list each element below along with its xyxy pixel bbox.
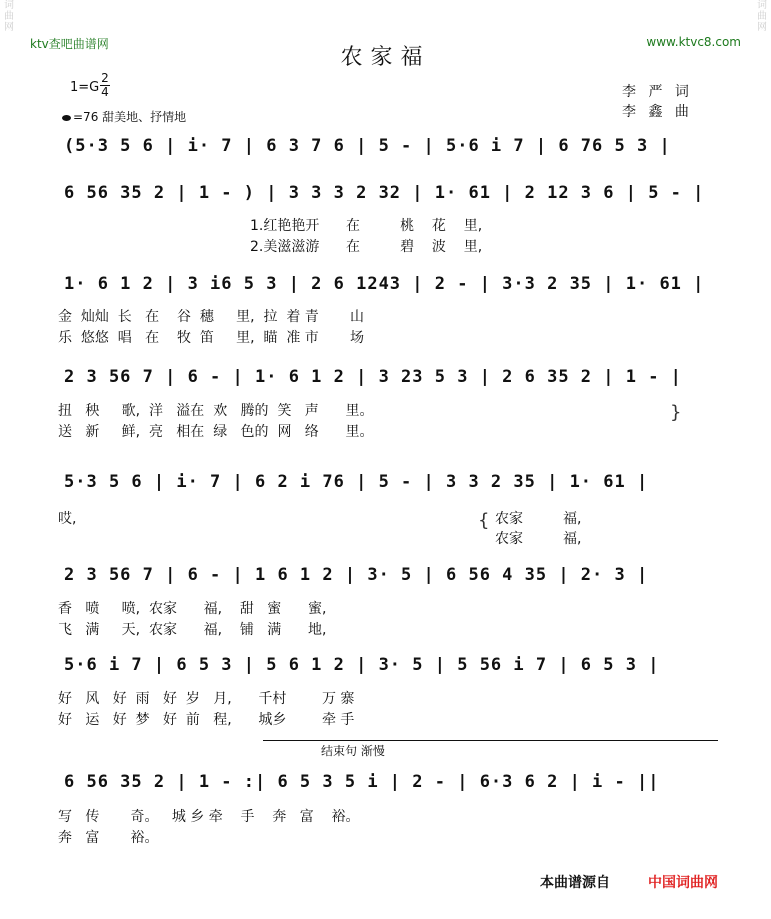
notation-line: 5·3 5 6 | i· 7 | 6 2 i 76 | 5 - | 3 3 2 35 | 1· 61 | — [64, 472, 649, 492]
lyricist: 李 严 词 — [622, 84, 693, 100]
staff-row — [58, 462, 718, 502]
notation-line: 6 56 35 2 | 1 - ) | 3 3 3 2 32 | 1· 61 | 2 12 3 6 | 5 - | — [64, 183, 705, 203]
watermark-left — [0, 0, 18, 919]
lyric-line: 乐 悠悠 唱 在 牧 笛 里, 瞄 准 市 场 — [58, 330, 364, 346]
staff-row — [58, 357, 718, 397]
lyric-line: 好 风 好 雨 好 岁 月, 千村 万 寨 — [58, 691, 355, 707]
tempo-marking — [62, 108, 186, 125]
notation-line: 6 56 35 2 | 1 - :| 6 5 3 5 i | 2 - | 6·3 6 2 | i - || — [64, 772, 660, 792]
lyric-line: 金 灿灿 长 在 谷 穗 里, 拉 着 青 山 — [58, 309, 364, 325]
time-signature — [100, 72, 110, 99]
brace-icon: } — [670, 402, 682, 423]
song-title: 农家福 — [340, 45, 431, 70]
watermark-right — [753, 0, 771, 919]
notation-line: 2 3 56 7 | 6 - | 1· 6 1 2 | 3 23 5 3 | 2 6 35 2 | 1 - | — [64, 367, 682, 387]
source-label: 本曲谱源自 — [540, 875, 610, 891]
lyric-line: 飞 满 天, 农家 福, 铺 满 地, — [58, 622, 327, 638]
time-bottom: 4 — [101, 85, 109, 99]
credits — [622, 82, 693, 122]
lyric-line: 哎, — [58, 511, 77, 527]
site-url-right[interactable]: www.ktvc8.com — [646, 35, 741, 49]
staff-row — [58, 555, 718, 595]
staff-row — [58, 126, 718, 166]
watermark-text: 词曲网 — [757, 0, 767, 33]
watermark-text: 词曲网 — [4, 0, 14, 33]
composer: 李 鑫 曲 — [622, 104, 693, 120]
notation-line: 2 3 56 7 | 6 - | 1 6 1 2 | 3· 5 | 6 56 4 35 | 2· 3 | — [64, 565, 649, 585]
notation-line: 1· 6 1 2 | 3 i6 5 3 | 2 6 1243 | 2 - | 3·3 2 35 | 1· 61 | — [64, 274, 705, 294]
lyric-line: 扭 秧 歌, 洋 溢在 欢 腾的 笑 声 里。 — [58, 403, 374, 419]
time-top: 2 — [101, 71, 109, 85]
staff-row — [58, 645, 718, 685]
lyric-line: 1.红艳艳开 在 桃 花 里, — [250, 218, 483, 234]
key-signature: 1=G — [70, 80, 100, 95]
quarter-note-icon — [62, 115, 71, 121]
lyric-line: 农家 福, — [495, 511, 582, 527]
site-name-left[interactable]: ktv查吧曲谱网 — [30, 37, 109, 51]
source-site-link[interactable]: 中国词曲网 — [648, 875, 718, 891]
tempo-text: =76 甜美地、抒情地 — [73, 110, 187, 124]
lyric-line: 送 新 鲜, 亮 相在 绿 色的 网 络 里。 — [58, 424, 374, 440]
notation-line: (5·3 5 6 | i· 7 | 6 3 7 6 | 5 - | 5·6 i 7 | 6 76 5 3 | — [64, 136, 671, 156]
lyric-line: 2.美滋滋游 在 碧 波 里, — [250, 239, 483, 255]
lyric-line: 好 运 好 梦 好 前 程, 城乡 牵 手 — [58, 712, 355, 728]
lyric-line: 奔 富 裕。 — [58, 830, 159, 846]
lyric-line: 写 传 奇。 城 乡 牵 手 奔 富 裕。 — [58, 809, 360, 825]
brace-icon: { — [478, 510, 490, 531]
lyric-line: 香 喷 喷, 农家 福, 甜 蜜 蜜, — [58, 601, 327, 617]
lyric-line: 农家 福, — [495, 531, 582, 547]
ending-label: 结束句 渐慢 — [318, 742, 388, 759]
staff-row — [58, 173, 718, 213]
staff-row — [58, 264, 718, 304]
staff-row — [58, 762, 718, 802]
notation-line: 5·6 i 7 | 6 5 3 | 5 6 1 2 | 3· 5 | 5 56 i 7 | 6 5 3 | — [64, 655, 660, 675]
